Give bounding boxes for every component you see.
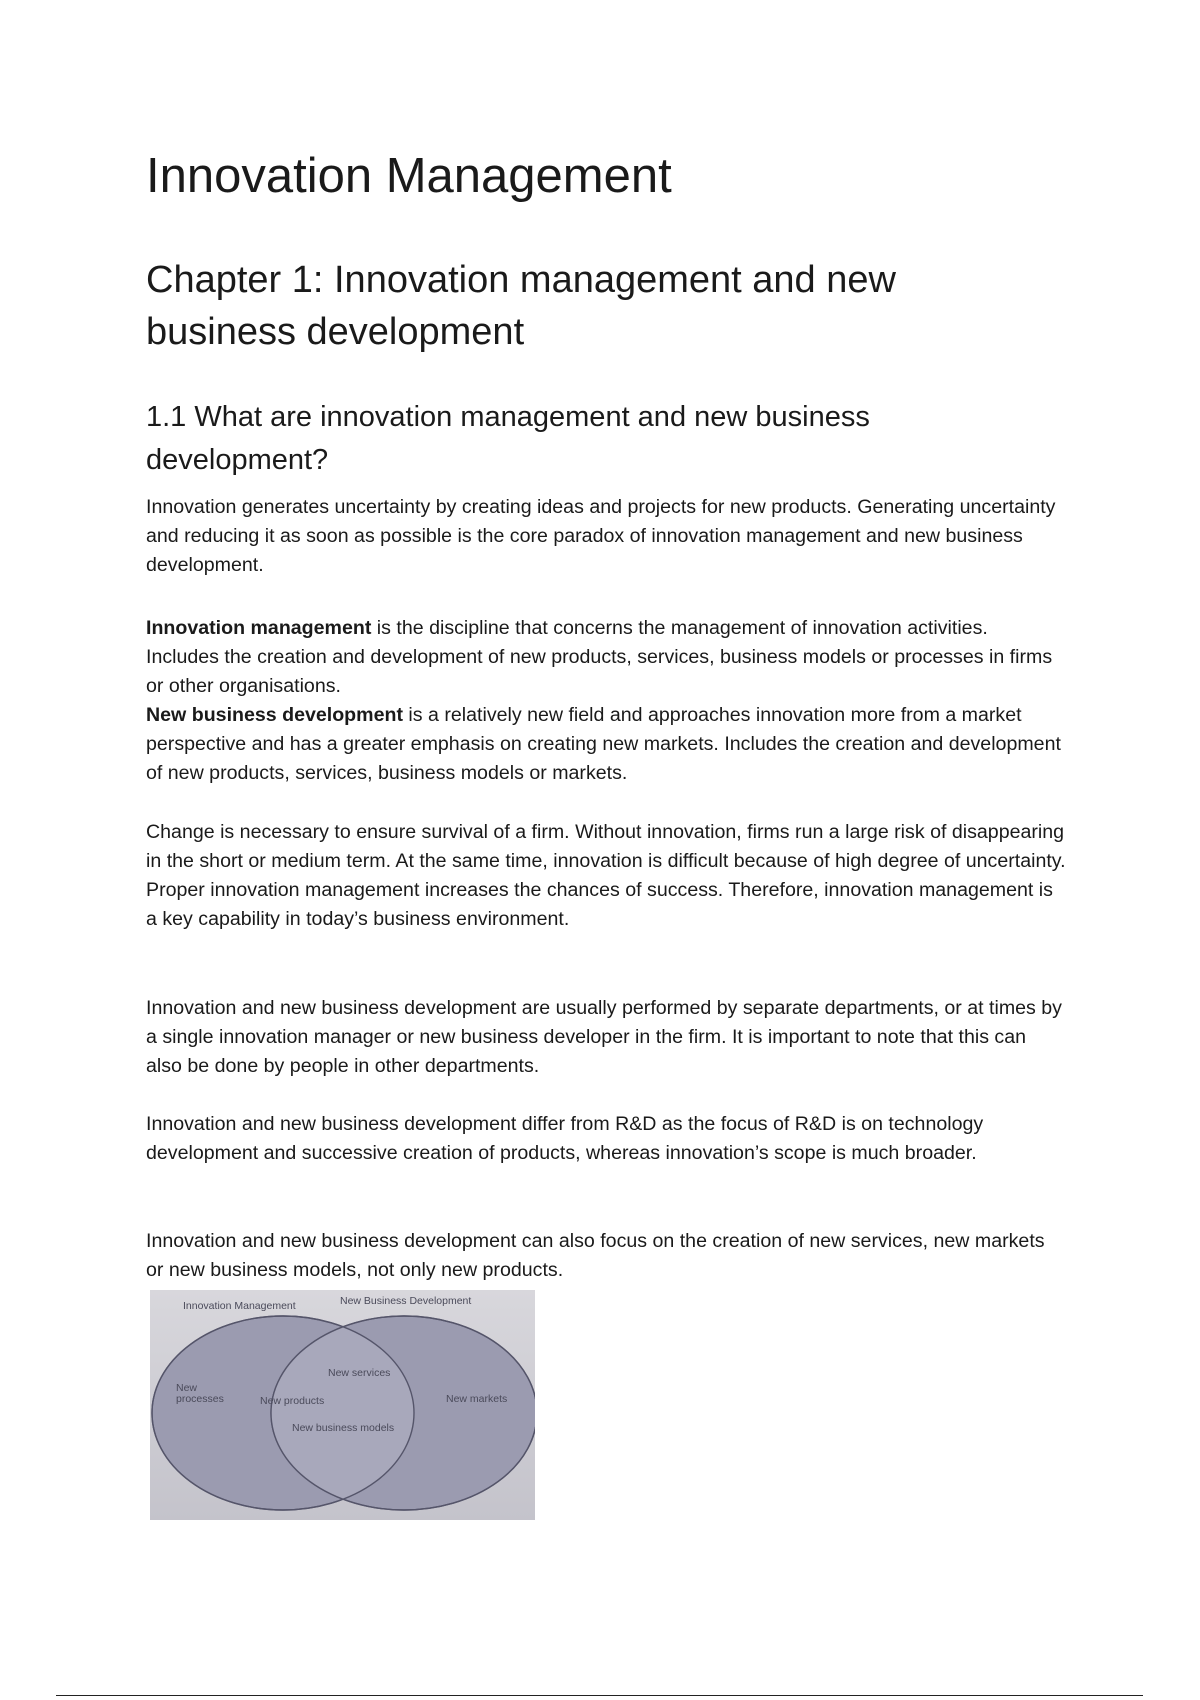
venn-label-new-business-development: New Business Development [340,1295,472,1307]
term-innovation-management: Innovation management [146,617,372,639]
paragraph-new-business-development-definition [146,701,1066,788]
venn-label-new-business-models: New business models [292,1422,395,1434]
venn-label-new-products: New products [260,1395,325,1407]
venn-label-new-processes-line2: processes [176,1393,224,1405]
document-title: Innovation Management [146,149,672,203]
venn-label-new-services: New services [328,1367,391,1379]
definition-innovation-management: is the discipline that concerns the management of innovation activities. Includes the creation and development of new products, services, business models or processes in firms or other organisations. [146,617,1053,697]
venn-label-new-markets: New markets [446,1393,508,1405]
definition-new-business-development: is a relatively new field and approaches innovation more from a market perspective and has a greater emphasis on creating new markets. Includes the creation and development of new products, services, business models or markets. [146,704,1061,784]
paragraph-change-necessary: Change is necessary to ensure survival of a firm. Without innovation, firms run a large risk of disappearing in the short or medium term. At the same time, innovation is difficult because of high degree of uncertainty. Proper innovation management increases the chances of success. Therefore, innovation management is a key capability in today’s business environment. [146,821,1066,930]
paragraph-uncertainty: Innovation generates uncertainty by creating ideas and projects for new products. Generating uncertainty and reducing it as soon as possible is the core paradox of innovation management and new business development. [146,496,1056,576]
venn-label-innovation-management: Innovation Management [183,1300,296,1312]
venn-label-new-processes-line1: New [176,1382,198,1394]
venn-diagram [150,1290,535,1520]
paragraph-departments: Innovation and new business development are usually performed by separate departments, or at times by a single innovation manager or new business developer in the firm. It is important to note that this can also be done by people in other departments. [146,997,1062,1077]
footer-divider [56,1695,1143,1696]
section-title: 1.1 What are innovation management and new business development? [146,401,870,476]
paragraph-rnd-difference: Innovation and new business development differ from R&D as the focus of R&D is on technology development and successive creation of products, whereas innovation’s scope is much broader. [146,1113,984,1164]
paragraph-other-focus: Innovation and new business development can also focus on the creation of new services, new markets or new business models, not only new products. [146,1230,1045,1281]
venn-diagram-svg [150,1290,535,1520]
term-new-business-development: New business development [146,704,403,726]
chapter-title: Chapter 1: Innovation management and new business development [146,259,896,353]
paragraph-innovation-management-definition [146,614,1066,701]
